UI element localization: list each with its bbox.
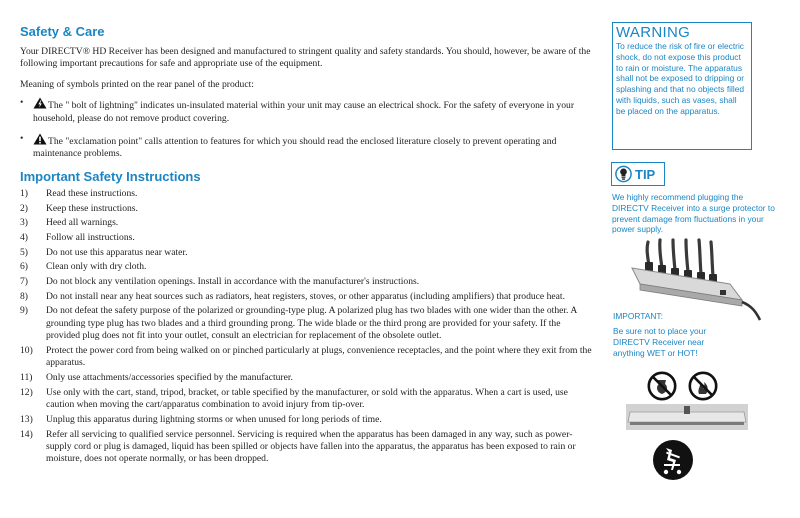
item-number: 2) [20, 202, 28, 214]
list-item [20, 387, 596, 412]
exclamation-bullet-text: The "exclamation point" calls attention to features for which you should read the enclosed literature closely to prevent operating and maintenance problems. [33, 136, 557, 160]
receiver-illustration [626, 402, 748, 432]
item-number: 11) [20, 372, 33, 384]
bullet-dot: • [20, 97, 24, 109]
list-item [20, 291, 596, 303]
item-number: 14) [20, 428, 33, 440]
no-liquid-icon [647, 371, 677, 401]
main-column [20, 24, 596, 468]
list-item [20, 345, 596, 370]
item-number: 12) [20, 386, 33, 398]
safety-instructions-heading: Important Safety Instructions [20, 168, 201, 184]
list-item [20, 305, 596, 342]
lightning-bullet-text: The " bolt of lightning" indicates un-insulated material within your unit may cause an electrical shock. For the safety of everyone in your household, please do not remove product covering. [33, 100, 575, 124]
warning-box [612, 22, 752, 150]
item-text: Do not block any ventilation openings. Install in accordance with the manufacturer's instructions. [46, 276, 420, 288]
tip-text: We highly recommend plugging the DIRECTV Receiver into a surge protector to prevent damage from fluctuations in your power supply. [612, 192, 775, 235]
item-number: 7) [20, 276, 28, 288]
power-switch [720, 290, 726, 295]
item-text: Refer all servicing to qualified service personnel. Servicing is required when the apparatus has been damaged in any way, such as power-supply cord or plug is damaged, liquid has been spilled or objects have fallen into the apparatus, the apparatus has been exposed to rain or moisture, does not operate normally, or has been dropped. [46, 428, 576, 465]
list-item [20, 203, 596, 215]
item-number: 3) [20, 217, 28, 229]
warning-title: WARNING [616, 24, 691, 41]
warning-text: To reduce the risk of fire or electric shock, do not expose this product to rain or moisture. The apparatus shall not be exposed to dripping or splashing and that no objects filled with liquids, such as vases, shall be placed on the apparatus. [616, 41, 745, 116]
list-item [20, 217, 596, 229]
tip-badge [611, 162, 665, 186]
item-text: Do not install near any heat sources such as radiators, heat registers, stoves, or other apparatus (including amplifiers) that produce heat. [46, 290, 565, 302]
safety-care-heading: Safety & Care [20, 24, 105, 39]
list-item [20, 232, 596, 244]
item-number: 5) [20, 246, 28, 258]
item-text: Read these instructions. [46, 187, 138, 199]
safety-instructions-list [20, 188, 596, 466]
item-text: Use only with the cart, stand, tripod, bracket, or table specified by the manufacturer, or sold with the apparatus. When a cart is used, use caution when moving the cart/apparatus combination to avoid injury from tip-over. [46, 386, 568, 411]
item-text: Clean only with dry cloth. [46, 261, 147, 273]
intro-paragraph: Your DIRECTV® HD Receiver has been designed and manufactured to stringent quality and safety standards. You should, however, be aware of the following important precautions for safe and appropriate use of the equipment. [20, 46, 591, 70]
list-item [20, 429, 596, 466]
symbol-bullets [20, 97, 596, 161]
list-item [20, 372, 596, 384]
item-number: 10) [20, 344, 33, 356]
exclamation-warning-icon [33, 133, 47, 145]
power-cords [647, 240, 713, 276]
item-text: Unplug this apparatus during lightning storms or when unused for long periods of time. [46, 413, 382, 425]
item-number: 13) [20, 413, 33, 425]
item-number: 6) [20, 261, 28, 273]
list-item [20, 414, 596, 426]
item-text: Do not use this apparatus near water. [46, 246, 188, 258]
symbols-meaning-paragraph: Meaning of symbols printed on the rear panel of the product: [20, 78, 254, 90]
item-number: 8) [20, 290, 28, 302]
no-heat-icon [688, 371, 718, 401]
item-number: 1) [20, 187, 28, 199]
exclamation-bullet [20, 133, 596, 161]
list-item [20, 247, 596, 259]
lightbulb-icon [615, 165, 632, 183]
list-item [20, 261, 596, 273]
list-item [20, 188, 596, 200]
item-text: Follow all instructions. [46, 231, 135, 243]
important-text: Be sure not to place your DIRECTV Receiver near anything WET or HOT! [613, 326, 707, 358]
item-number: 4) [20, 231, 28, 243]
item-text: Keep these instructions. [46, 202, 138, 214]
item-number: 9) [20, 305, 28, 317]
item-text: Do not defeat the safety purpose of the polarized or grounding-type plug. A polarized plug has two blades with one wider than the other. A grounding type plug has two blades and a third grounding prong. The wide blade or the third prong are provided for your safety. If the provided plug does not fit into your outlet, consult an electrician for replacement of the obsolete outlet. [46, 305, 577, 342]
tip-label: TIP [635, 166, 656, 182]
item-text: Protect the power cord from being walked on or pinched particularly at plugs, convenience receptacles, and the point where they exit from the apparatus. [46, 344, 592, 369]
cart-tipover-warning-icon [652, 438, 694, 482]
important-title: IMPORTANT: [613, 311, 663, 321]
lightning-warning-icon [33, 97, 47, 109]
list-item [20, 276, 596, 288]
item-text: Only use attachments/accessories specified by the manufacturer. [46, 372, 293, 384]
item-text: Heed all warnings. [46, 217, 119, 229]
bullet-dot: • [20, 133, 24, 145]
lightning-bullet [20, 97, 596, 125]
strip-power-cord [742, 302, 760, 320]
